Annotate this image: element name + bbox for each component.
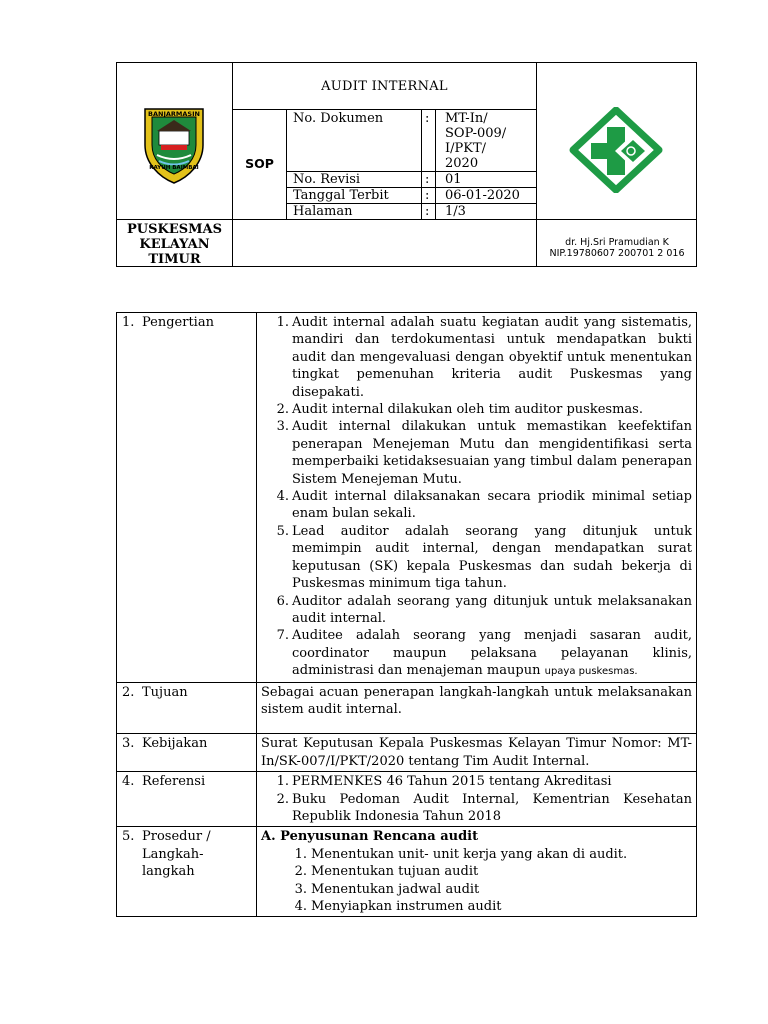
list-item: 4. Menyiapkan instrumen audit	[294, 899, 502, 914]
field-value-tanggal-terbit: 06-01-2020	[445, 188, 520, 203]
document-title: AUDIT INTERNAL	[321, 79, 448, 94]
signatory-nip: NIP.19780607 200701 2 016	[549, 248, 685, 259]
list-item: 4. Audit internal dilaksanakan secara priodik minimal setiap enam bulan sekali.	[276, 489, 692, 522]
list-item: 2. Audit internal dilakukan oleh tim auditor puskesmas.	[276, 402, 643, 418]
section-text-kebijakan: Surat Keputusan Kepala Puskesmas Kelayan Timur Nomor: MT-In/SK-007/I/PKT/2020 tentang Tim Audit Internal.	[261, 736, 692, 769]
list-item: 1. Menentukan unit- unit kerja yang akan di audit.	[294, 846, 628, 862]
list-item: 1. PERMENKES 46 Tahun 2015 tentang Akreditasi	[276, 774, 612, 790]
field-separator: :	[425, 172, 430, 187]
list-item: 3. Menentukan jadwal audit	[294, 881, 480, 897]
sop-label: SOP	[245, 156, 274, 171]
header-table	[116, 62, 697, 267]
field-value-halaman: 1/3	[445, 204, 466, 219]
list-item: 1. Audit internal adalah suatu kegiatan audit yang sistematis, mandiri dan terdokumentasi untuk mendapatkan bukti audit dan mengevaluasi dengan obyektif untuk menentukan tingkat pemenuhan kriteria audit Puskesmas yang disepakati.	[276, 315, 692, 400]
section-label-kebijakan: Kebijakan	[142, 736, 208, 752]
section-label: 2. Tujuan	[122, 684, 252, 701]
field-separator: :	[425, 204, 430, 219]
org-name-line: TIMUR	[148, 252, 201, 267]
field-label-tanggal-terbit: Tanggal Terbit	[293, 188, 389, 203]
section-label: 3. Kebijakan	[122, 735, 252, 752]
list-item: 5. Lead auditor adalah seorang yang ditunjuk untuk memimpin audit internal, dengan mendapatkan surat keputusan (SK) kepala Puskesmas dan sudah bekerja di Puskesmas minimum tiga tahun.	[276, 523, 692, 592]
field-value-no-dokumen: SOP-009/	[445, 126, 507, 141]
table-row	[117, 772, 697, 827]
section-label: 1. Pengertian	[122, 314, 252, 331]
section-label-tujuan: Tujuan	[142, 684, 188, 700]
field-separator: :	[425, 188, 430, 203]
divider	[117, 219, 697, 220]
section-label-prosedur: Prosedur / Langkah- langkah	[142, 829, 211, 880]
table-row	[117, 313, 697, 683]
list-item: 2. Menentukan tujuan audit	[294, 864, 479, 880]
list-item: 6. Auditor adalah seorang yang ditunjuk untuk melaksanakan audit internal.	[276, 593, 692, 626]
logo-top-text: BANJARMASIN	[148, 110, 200, 118]
section-label: 5. Prosedur / Langkah- langkah	[122, 828, 252, 880]
subheading: A. Penyusunan Rencana audit	[261, 829, 479, 845]
list-item: 2. Buku Pedoman Audit Internal, Kementrian Kesehatan Republik Indonesia Tahun 2018	[276, 791, 692, 824]
field-value-no-dokumen: I/PKT/	[445, 141, 487, 156]
table-row	[117, 734, 697, 772]
sop-content-table	[116, 312, 697, 917]
section-label-pengertian: Pengertian	[142, 315, 214, 330]
puskesmas-cross-icon	[569, 107, 663, 193]
field-value-no-dokumen: 2020	[445, 156, 479, 171]
signatory-name: dr. Hj.Sri Pramudian K	[565, 237, 669, 248]
field-label-no-revisi: No. Revisi	[293, 172, 361, 187]
table-row	[117, 682, 697, 734]
section-label: 4. Referensi	[122, 773, 252, 790]
list-item: 7. Auditee adalah seorang yang menjadi sasaran audit, coordinator maupun pelaksana pelayanan klinis, administrasi dan menajeman maupun upaya puskesmas.	[276, 628, 692, 679]
org-name-line: PUSKESMAS	[127, 222, 222, 237]
field-value-no-dokumen: MT-In/	[445, 111, 488, 126]
divider	[232, 109, 536, 110]
org-name-line: KELAYAN	[139, 237, 210, 252]
field-label-no-dokumen: No. Dokumen	[293, 111, 384, 126]
section-label-referensi: Referensi	[142, 774, 206, 790]
puskesmas-logo	[569, 107, 663, 193]
logo-bottom-text: KAYUH BAIMBAI	[149, 165, 199, 171]
section-text-tujuan: Sebagai acuan penerapan langkah-langkah untuk melaksanakan sistem audit internal.	[261, 684, 692, 717]
field-label-halaman: Halaman	[293, 204, 353, 219]
list-item: 3. Audit internal dilakukan untuk memastikan keefektifan penerapan Menejeman Mutu dan mengidentifikasi serta memperbaiki ketidaksesuaian yang timbul dalam penerapan Sistem Menejeman Mutu.	[276, 419, 692, 487]
banjarmasin-logo	[139, 101, 209, 185]
field-value-no-revisi: 01	[445, 172, 462, 187]
field-separator: :	[425, 111, 430, 126]
table-row	[117, 827, 697, 917]
